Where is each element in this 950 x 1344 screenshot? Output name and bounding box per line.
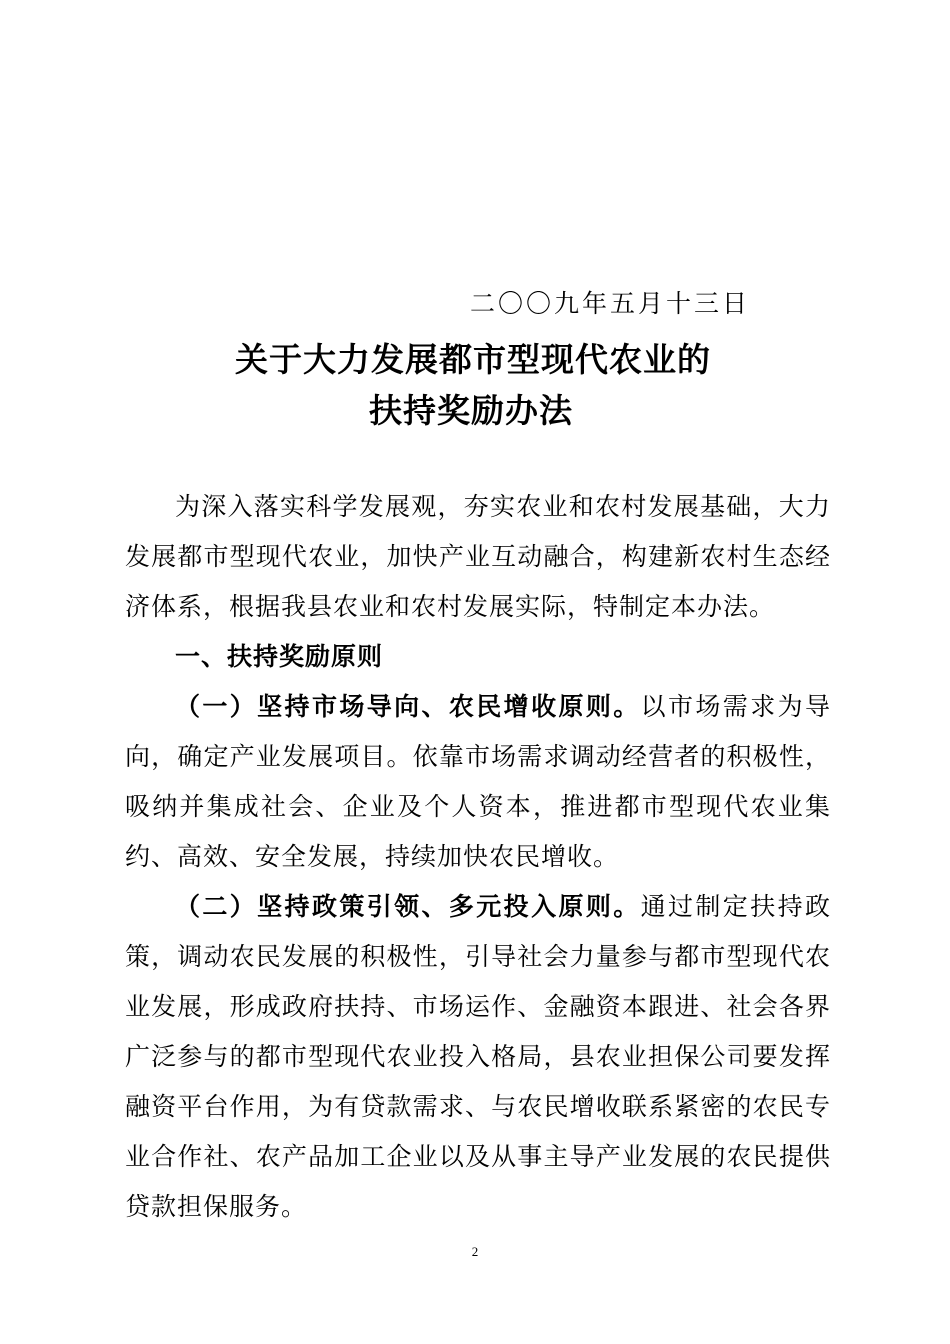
document-title-line-2: 扶持奖励办法 <box>369 391 573 430</box>
section-heading: 一、扶持奖励原则 <box>175 642 384 671</box>
principle-2-text: 通过制定扶持政策，调动农民发展的积极性，引导社会力量参与都市型现代农业发展，形成政府扶持、市场运作、金融资本跟进、社会各界广泛参与的都市型现代农业投入格局，县农业担保公司要发挥融资平台作用，为有贷款需求、与农民增收联系紧密的农民专业合作社、农产品加工企业以及从事主导产业发展的农民提供贷款担保服务。 <box>125 892 831 1221</box>
principle-2-lead: （二）坚持政策引领、多元投入原则。 <box>175 892 641 921</box>
principle-1-lead: （一）坚持市场导向、农民增收原则。 <box>175 692 641 721</box>
page-number: 2 <box>471 1244 479 1259</box>
intro-paragraph: 为深入落实科学发展观，夯实农业和农村发展基础，大力发展都市型现代农业，加快产业互动融合，构建新农村生态经济体系，根据我县农业和农村发展实际，特制定本办法。 <box>125 492 831 621</box>
principle-paragraph-1 <box>125 682 831 882</box>
document-body <box>125 482 831 1232</box>
principle-1-text: 以市场需求为导向，确定产业发展项目。依靠市场需求调动经营者的积极性，吸纳并集成社会、企业及个人资本，推进都市型现代农业集约、高效、安全发展，持续加快农民增收。 <box>125 692 831 871</box>
document-title-line-1: 关于大力发展都市型现代农业的 <box>235 340 711 379</box>
document-date: 二〇〇九年五月十三日 <box>470 289 751 318</box>
principle-paragraph-2 <box>125 882 831 1232</box>
